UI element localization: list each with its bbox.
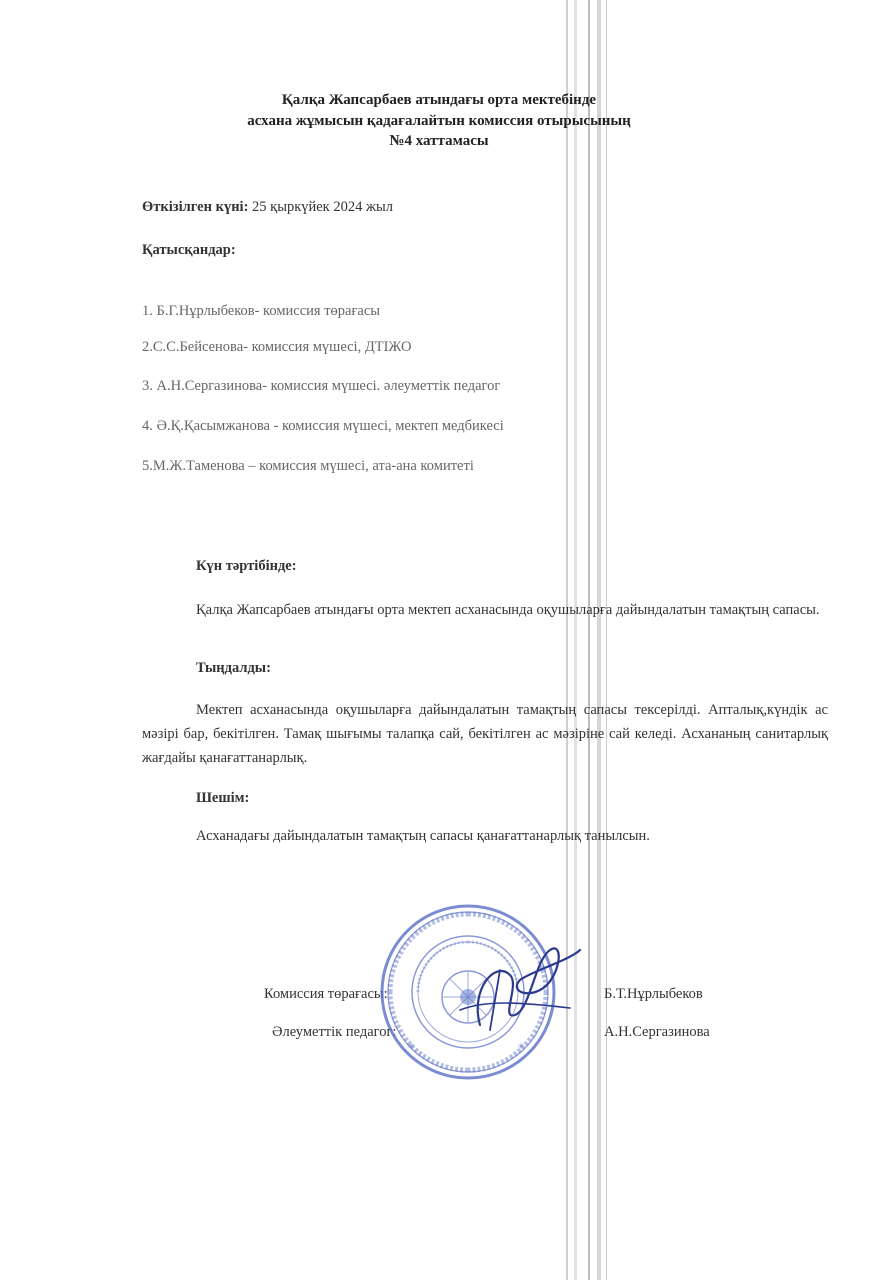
scan-fold-line	[606, 0, 607, 1280]
document-title-line-3: №4 хаттамасы	[389, 133, 489, 149]
signature-name-pedagog: А.Н.Сергазинова	[604, 1024, 710, 1040]
participant-item: 5.М.Ж.Таменова – комиссия мүшесі, ата-ана комитеті	[142, 458, 474, 474]
document-title-line-2: асхана жұмысын қадағалайтын комиссия отырысының	[247, 113, 631, 129]
signature-role-chair: Комиссия төрағасы:	[264, 986, 388, 1002]
signature-name-chair: Б.Т.Нұрлыбеков	[604, 986, 703, 1002]
scan-fold-line	[574, 0, 577, 1280]
decision-text: Асханадағы дайындалатын тамақтың сапасы қанағаттанарлық танылсын.	[196, 828, 650, 844]
svg-text:*: *	[518, 1041, 524, 1055]
svg-text:*: *	[408, 1041, 414, 1055]
handwritten-signature	[440, 930, 590, 1040]
date-row	[142, 199, 393, 216]
document-title-line-1: Қалқа Жапсарбаев атындағы орта мектебінде	[281, 92, 597, 108]
date-value: 25 қыркүйек 2024 жыл	[252, 199, 393, 215]
agenda-text	[142, 598, 828, 622]
heard-text	[142, 698, 828, 770]
scan-fold-line	[597, 0, 601, 1280]
heard-text-content: Мектеп асханасында оқушыларға дайындалатын тамақтың сапасы тексерілді. Апталық,күндік ас мәзірі бар, бекітілген. Тамақ шығымы талапқа сай, бекітілген ас мәзіріне сай келеді. Асхананың санитарлық жағдайы қанағаттанарлық.	[142, 702, 828, 766]
participant-item: 4. Ә.Қ.Қасымжанова - комиссия мүшесі, мектеп медбикесі	[142, 418, 504, 434]
decision-label: Шешім:	[196, 790, 250, 806]
participant-item: 3. А.Н.Сергазинова- комиссия мүшесі. әлеуметтік педагог	[142, 378, 501, 394]
agenda-text-content: Қалқа Жапсарбаев атындағы орта мектеп асханасында оқушыларға дайындалатын тамақтың сапасы.	[196, 602, 820, 618]
participants-label: Қатысқандар:	[142, 242, 236, 258]
scan-fold-line	[566, 0, 568, 1280]
participant-item: 1. Б.Г.Нұрлыбеков- комиссия төрағасы	[142, 303, 381, 319]
participant-item: 2.С.С.Бейсенова- комиссия мүшесі, ДТІЖО	[142, 339, 412, 355]
heard-label: Тыңдалды:	[196, 660, 271, 676]
signature-role-pedagog: Әлеуметтік педагог:	[272, 1024, 397, 1040]
scan-fold-line	[588, 0, 590, 1280]
agenda-label: Күн тәртібінде:	[196, 558, 297, 574]
date-label: Өткізілген күні:	[142, 199, 249, 215]
